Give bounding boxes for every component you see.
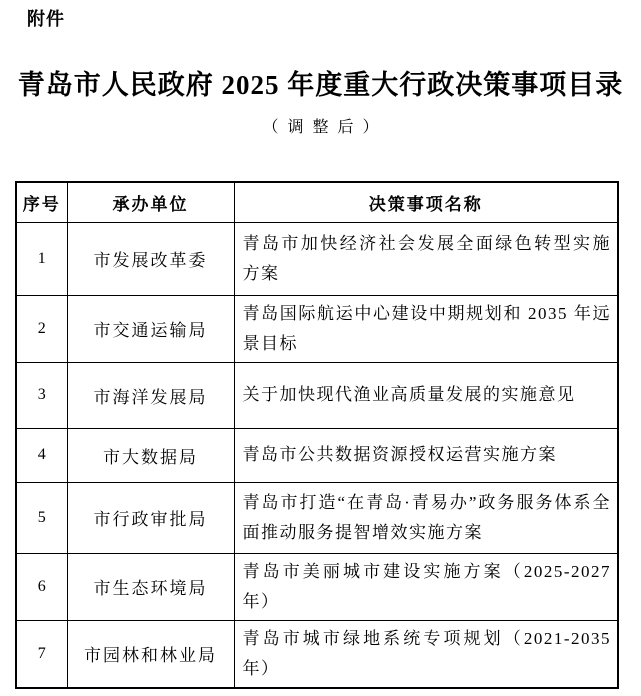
row-number-cell: 1 [16, 222, 67, 295]
unit-cell: 市海洋发展局 [67, 362, 234, 428]
table-row [16, 295, 618, 362]
unit-cell: 市发展改革委 [67, 222, 234, 295]
table-row [16, 620, 618, 688]
page-title: 青岛市人民政府 2025 年度重大行政决策事项目录 [17, 70, 624, 100]
unit-cell: 市园林和林业局 [67, 620, 234, 688]
unit-cell: 市生态环境局 [67, 553, 234, 620]
row-number-cell: 3 [16, 362, 67, 428]
table-row [16, 428, 618, 482]
row-number-cell: 7 [16, 620, 67, 688]
column-header-unit: 承办单位 [67, 182, 234, 222]
row-number-cell: 6 [16, 553, 67, 620]
item-cell: 青岛市加快经济社会发展全面绿色转型实施方案 [234, 222, 618, 295]
item-cell: 青岛市美丽城市建设实施方案（2025-2027 年） [234, 553, 618, 620]
column-header-number: 序号 [16, 182, 67, 222]
decision-items-table [15, 181, 619, 689]
unit-cell: 市大数据局 [67, 428, 234, 482]
table-row [16, 362, 618, 428]
item-cell: 青岛国际航运中心建设中期规划和 2035 年远景目标 [234, 295, 618, 362]
item-cell: 青岛市城市绿地系统专项规划（2021-2035 年） [234, 620, 618, 688]
table-row [16, 222, 618, 295]
item-cell: 关于加快现代渔业高质量发展的实施意见 [234, 362, 618, 428]
table-row [16, 553, 618, 620]
column-header-item: 决策事项名称 [234, 182, 618, 222]
page-subtitle: （调整后） [262, 119, 388, 136]
table-header-row [16, 182, 618, 222]
row-number-cell: 2 [16, 295, 67, 362]
unit-cell: 市行政审批局 [67, 482, 234, 553]
row-number-cell: 5 [16, 482, 67, 553]
item-cell: 青岛市公共数据资源授权运营实施方案 [234, 428, 618, 482]
item-cell: 青岛市打造“在青岛·青易办”政务服务体系全面推动服务提智增效实施方案 [234, 482, 618, 553]
attachment-label: 附件 [27, 9, 65, 29]
row-number-cell: 4 [16, 428, 67, 482]
unit-cell: 市交通运输局 [67, 295, 234, 362]
table-row [16, 482, 618, 553]
